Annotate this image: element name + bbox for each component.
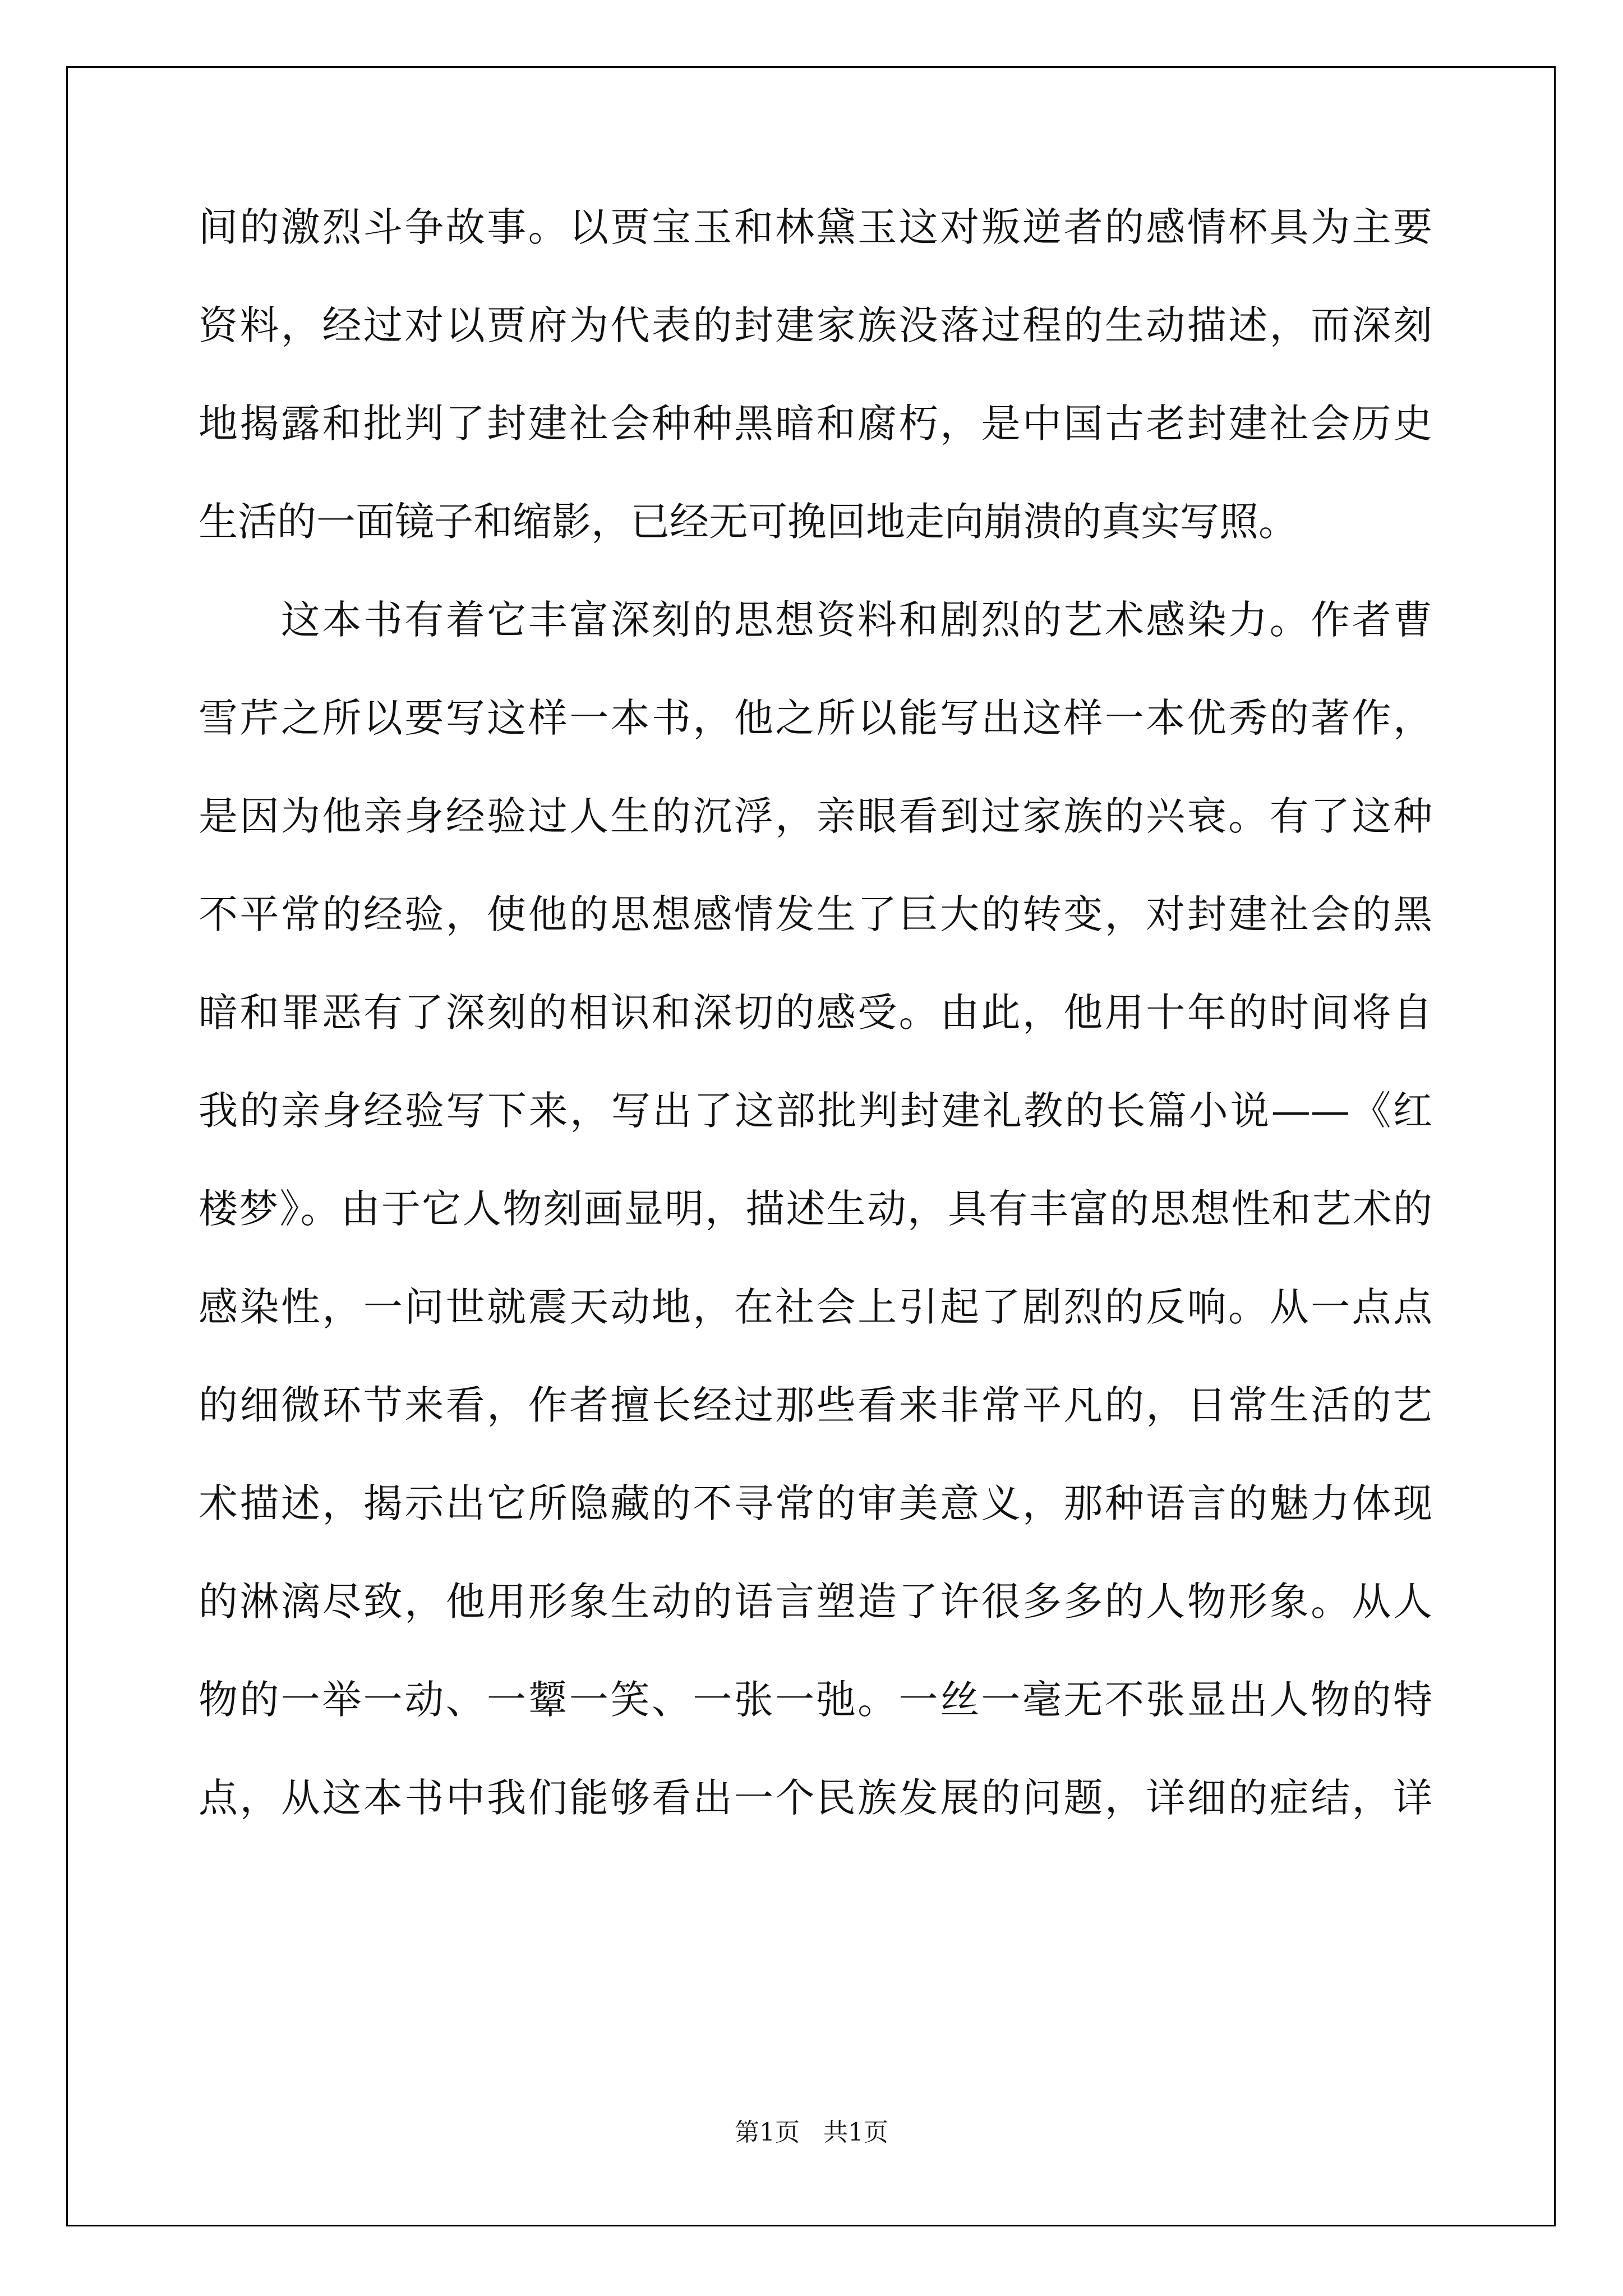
text-line: 我的亲身经验写下来，写出了这部批判封建礼教的长篇小说——《红 [199,1088,1432,1134]
text-line: 不平常的经验，使他的思想感情发生了巨大的转变，对封建社会的黑 [199,891,1432,937]
text-line: 间的激烈斗争故事。以贾宝玉和林黛玉这对叛逆者的感情杯具为主要 [199,204,1432,250]
page-footer: 第1页 共1页 [735,2118,888,2147]
text-line: 生活的一面镜子和缩影，已经无可挽回地走向崩溃的真实写照。 [199,499,1298,545]
text-line: 的淋漓尽致，他用形象生动的语言塑造了许很多多的人物形象。从人 [199,1579,1432,1625]
text-line: 点，从这本书中我们能够看出一个民族发展的问题，详细的症结，详 [199,1775,1432,1821]
text-line: 雪芹之所以要写这样一本书，他之所以能写出这样一本优秀的著作， [199,695,1432,741]
text-line: 物的一举一动、一颦一笑、一张一弛。一丝一毫无不张显出人物的特 [199,1677,1432,1723]
text-line: 术描述，揭示出它所隐藏的不寻常的审美意义，那种语言的魅力体现 [199,1480,1432,1526]
text-line: 的细微环节来看，作者擅长经过那些看来非常平凡的，日常生活的艺 [199,1382,1432,1428]
text-line: 是因为他亲身经验过人生的沉浮，亲眼看到过家族的兴衰。有了这种 [199,793,1432,839]
text-line: 这本书有着它丰富深刻的思想资料和剧烈的艺术感染力。作者曹 [199,597,1432,643]
page-border [66,66,1556,2226]
text-line: 感染性，一问世就震天动地，在社会上引起了剧烈的反响。从一点点 [199,1284,1432,1330]
text-line: 楼梦》。由于它人物刻画显明，描述生动，具有丰富的思想性和艺术的 [199,1186,1432,1232]
text-line: 资料，经过对以贾府为代表的封建家族没落过程的生动描述，而深刻 [199,302,1432,348]
text-line: 暗和罪恶有了深刻的相识和深切的感受。由此，他用十年的时间将自 [199,990,1432,1036]
text-line: 地揭露和批判了封建社会种种黑暗和腐朽，是中国古老封建社会历史 [199,401,1432,447]
